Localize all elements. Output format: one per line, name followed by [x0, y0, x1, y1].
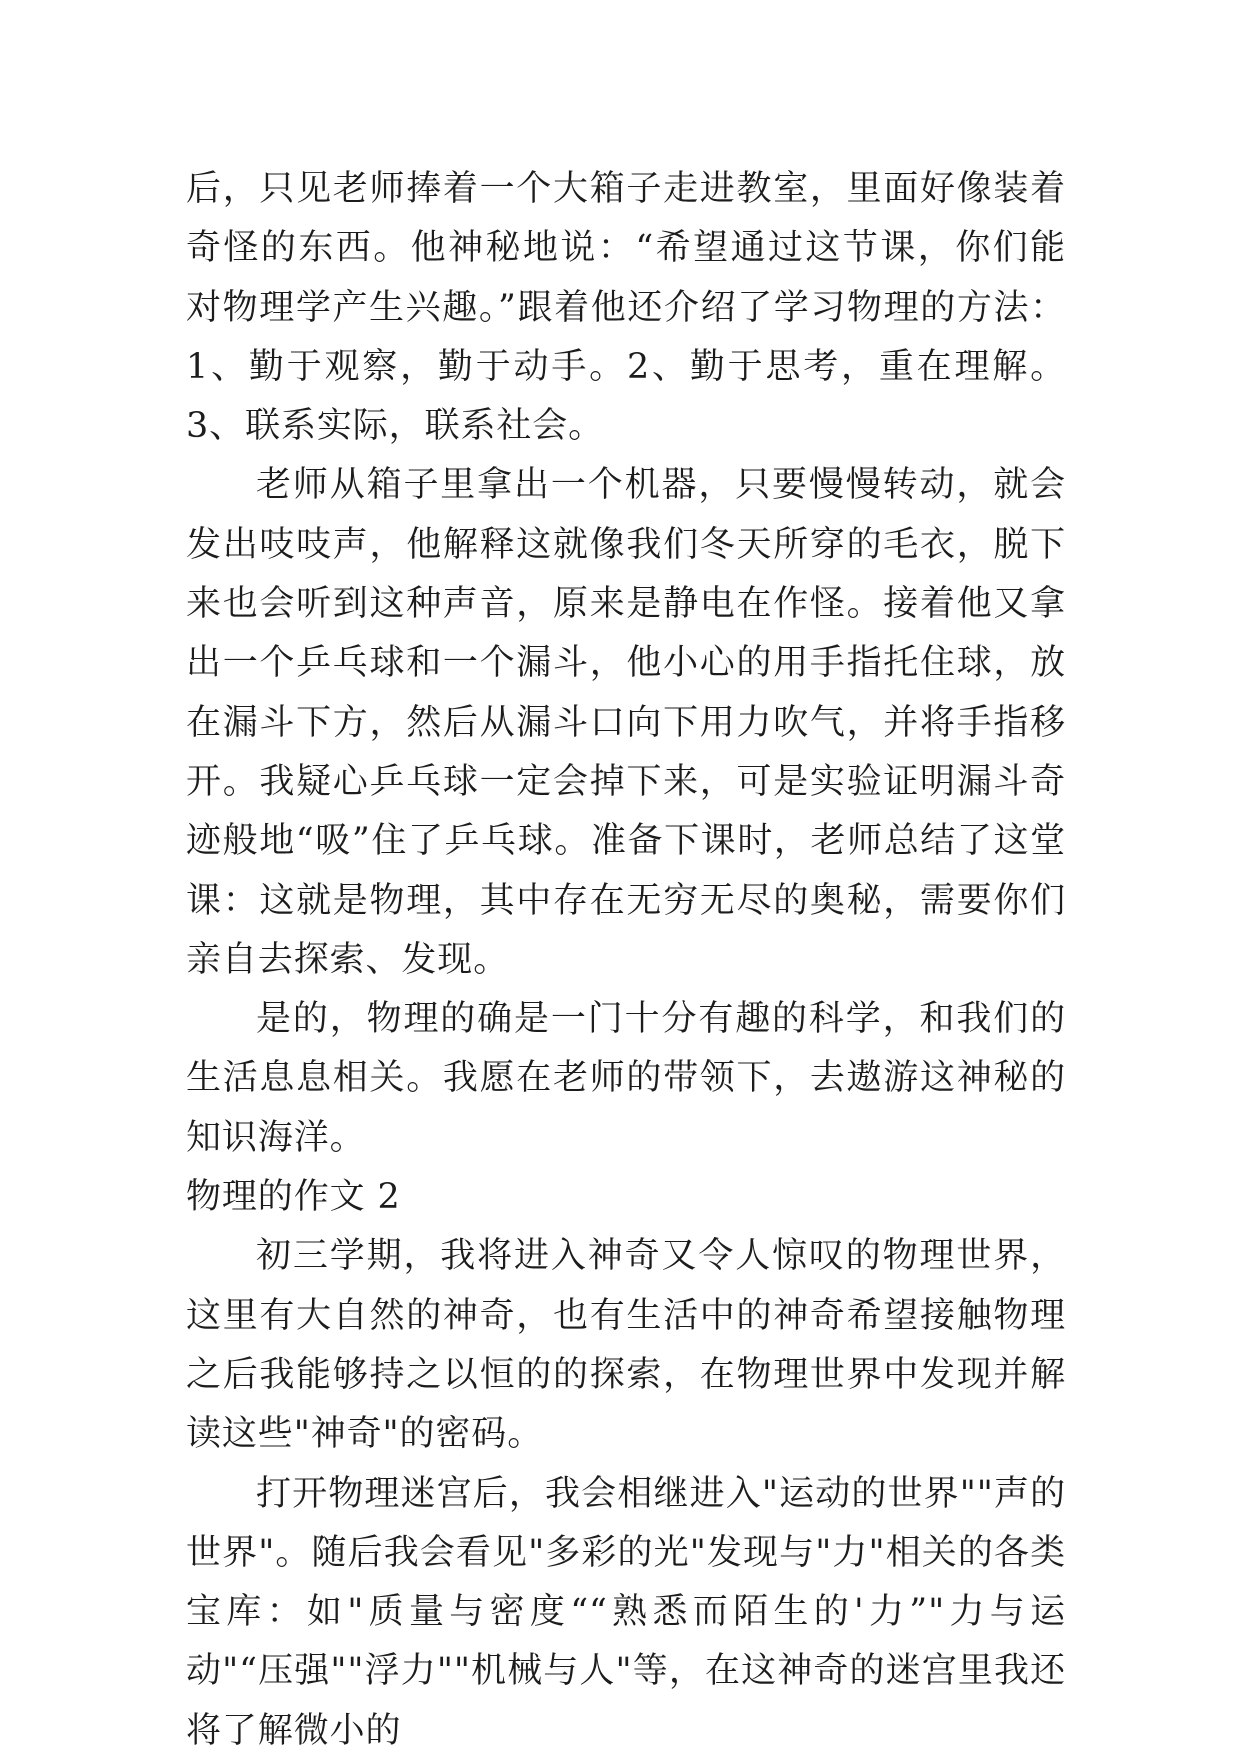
paragraph-maze: 打开物理迷宫后，我会相继进入"运动的世界""声的世界"。随后我会看见"多彩的光"发现与"力"相关的各类宝库：如"质量与密度““熟悉而陌生的'力”"力与运动"“压强""浮力""机械与人"等，在这神奇的迷宫里我还将了解微小的	[186, 1473, 1066, 1751]
paragraph-experiment: 老师从箱子里拿出一个机器，只要慢慢转动，就会发出吱吱声，他解释这就像我们冬天所穿的毛衣，脱下来也会听到这种声音，原来是静电在作怪。接着他又拿出一个乒乓球和一个漏斗，他小心的用手指托住球，放在漏斗下方，然后从漏斗口向下用力吹气，并将手指移开。我疑心乒乓球一定会掉下来，可是实验证明漏斗奇迹般地“吸”住了乒乓球。准备下课时，老师总结了这堂课：这就是物理，其中存在无穷无尽的奥秘，需要你们亲自去探索、发现。	[186, 465, 1066, 980]
paragraph-continuation: 后，只见老师捧着一个大箱子走进教室，里面好像装着奇怪的东西。他神秘地说：“希望通过这节课，你们能对物理学产生兴趣。”跟着他还介绍了学习物理的方法：1、勤于观察，勤于动手。2、勤于思考，重在理解。3、联系实际，联系社会。	[186, 169, 1066, 447]
paragraph-conclusion: 是的，物理的确是一门十分有趣的科学，和我们的生活息息相关。我愿在老师的带领下，去遨游这神秘的知识海洋。	[186, 999, 1066, 1158]
section-heading: 物理的作文 2	[186, 1177, 401, 1218]
article-body	[186, 160, 1066, 1761]
paragraph-intro: 初三学期，我将进入神奇又令人惊叹的物理世界，这里有大自然的神奇，也有生活中的神奇希望接触物理之后我能够持之以恒的的探索，在物理世界中发现并解读这些"神奇"的密码。	[186, 1236, 1066, 1455]
